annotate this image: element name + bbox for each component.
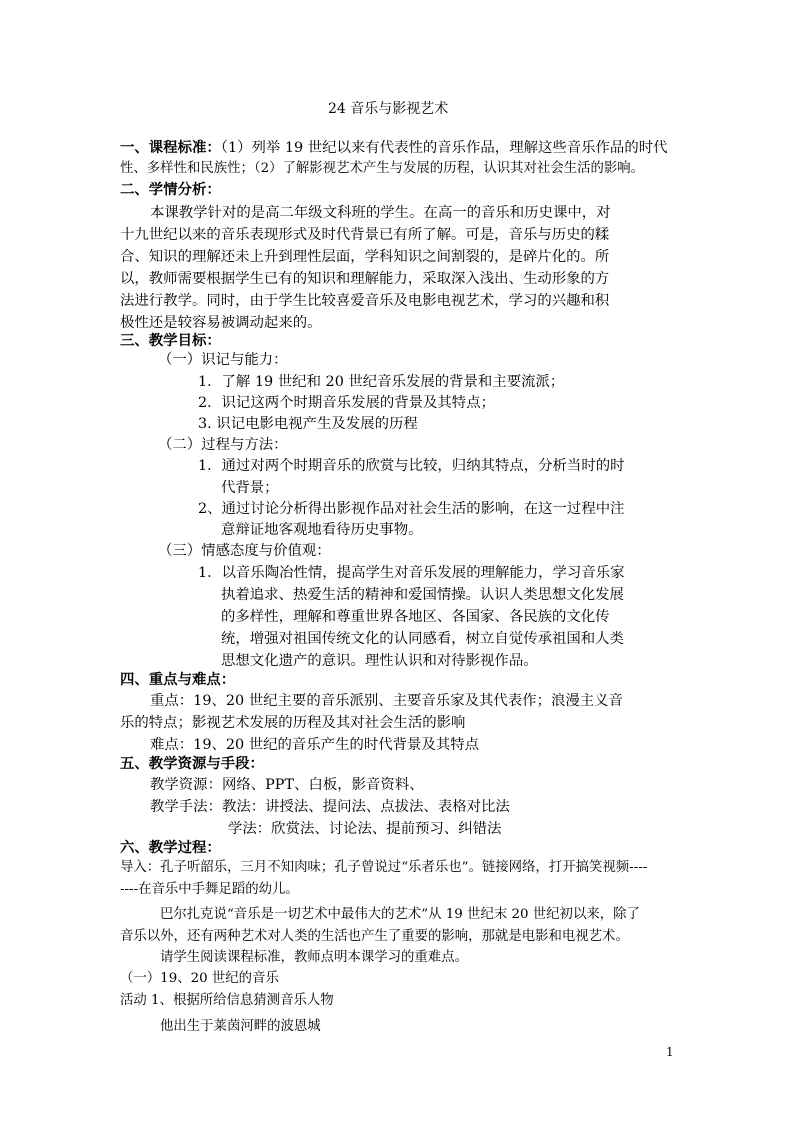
paragraph-line: 重点：19、20 世纪主要的音乐派别、主要音乐家及其代表作；浪漫主义音	[150, 693, 623, 709]
list-item: 1．了解 19 世纪和 20 世纪音乐发展的背景和主要流派；	[198, 374, 565, 390]
section-heading-curriculum	[120, 138, 668, 158]
paragraph-line: 法进行教学。同时，由于学生比较喜爱音乐及电影电视艺术，学习的兴趣和积	[120, 293, 610, 309]
paragraph-line: 教学手法：教法：讲授法、提问法、点拔法、表格对比法	[150, 799, 510, 815]
list-item: 执着追求、热爱生活的精神和爱国情操。认识人类思想文化发展	[221, 587, 624, 603]
document-title: 24 音乐与影视艺术	[328, 101, 449, 117]
page-number: 1	[666, 1045, 674, 1059]
text-line: 性、多样性和民族性；（2）了解影视艺术产生与发展的历程，认识其对社会生活的影响。	[120, 161, 645, 176]
list-item: 意辩证地客观地看待历史事物。	[221, 522, 423, 538]
paragraph-line: 音乐以外，还有两种艺术对人类的生活也产生了重要的影响，那就是电影和电视艺术。	[120, 929, 629, 944]
list-item: 思想文化遗产的意识。理性认识和对待影视作品。	[221, 653, 538, 669]
list-item: 1．通过对两个时期音乐的欣赏与比较，归纳其特点，分析当时的时	[198, 458, 625, 474]
heading-label: 一、课程标准：	[120, 139, 221, 156]
subheading-line: （一）识记与能力：	[158, 352, 288, 368]
text-line: （1）列举 19 世纪以来有代表性的音乐作品，理解这些音乐作品的时代	[220, 140, 668, 156]
list-item: 统，增强对祖国传统文化的认同感看，树立自觉传承祖国和人类	[221, 631, 624, 647]
paragraph-line: 教学资源：网络、PPT、白板，影音资料、	[150, 777, 424, 793]
paragraph-line: 以，教师需要根据学生已有的知识和理解能力，采取深入浅出、生动形象的方	[120, 271, 610, 287]
paragraph-line: 本课教学针对的是高二年级文科班的学生。在高一的音乐和历史课中，对	[150, 205, 611, 221]
list-item: 2、通过讨论分析得出影视作品对社会生活的影响，在这一过程中注	[198, 501, 625, 517]
paragraph-line: 活动 1、根据所给信息猜测音乐人物	[120, 993, 334, 1008]
list-item: 代背景；	[221, 480, 279, 496]
section-heading-resources: 五、教学资源与手段：	[120, 755, 264, 772]
subheading-line: （三）情感态度与价值观：	[158, 543, 331, 559]
section-heading-objectives: 三、教学目标：	[120, 332, 221, 349]
paragraph-line: 学法：欣赏法、讨论法、提前预习、纠错法	[228, 821, 502, 837]
section-heading-process: 六、教学过程：	[120, 839, 221, 856]
paragraph-line: ----在音乐中手舞足蹈的幼儿。	[120, 882, 299, 897]
paragraph-line: 他出生于莱茵河畔的波恩城	[160, 1019, 321, 1034]
section-heading-keypoints: 四、重点与难点：	[120, 671, 236, 688]
paragraph-line: 乐的特点；影视艺术发展的历程及其对社会生活的影响	[120, 715, 466, 731]
paragraph-line: 难点：19、20 世纪的音乐产生的时代背景及其特点	[150, 737, 480, 753]
paragraph-line: 合、知识的理解还未上升到理性层面，学科知识之间割裂的，是碎片化的。所	[120, 249, 610, 265]
list-item: 的多样性，理解和尊重世界各地区、各国家、各民族的文化传	[221, 609, 610, 625]
paragraph-line: 巴尔扎克说“音乐是一切艺术中最伟大的艺术”从 19 世纪末 20 世纪初以来，除了	[160, 907, 640, 922]
paragraph-line: 请学生阅读课程标准，教师点明本课学习的重难点。	[160, 950, 468, 965]
paragraph-line: 导入：孔子听韶乐，三月不知肉味；孔子曾说过“乐者乐也”。链接网络，打开搞笑视频----	[120, 860, 648, 875]
paragraph-line: 极性还是较容易被调动起来的。	[120, 315, 322, 331]
section-heading-analysis: 二、学情分析：	[120, 181, 221, 198]
list-item: 1．以音乐陶冶性情，提高学生对音乐发展的理解能力，学习音乐家	[198, 565, 625, 581]
list-item: 3. 识记电影电视产生及发展的历程	[198, 416, 418, 432]
paragraph-line: 十九世纪以来的音乐表现形式及时代背景已有所了解。可是，音乐与历史的糅	[120, 227, 610, 243]
list-item: 2．识记这两个时期音乐发展的背景及其特点；	[198, 395, 495, 411]
paragraph-line: （一）19、20 世纪的音乐	[120, 971, 279, 986]
subheading-line: （二）过程与方法：	[158, 437, 288, 453]
